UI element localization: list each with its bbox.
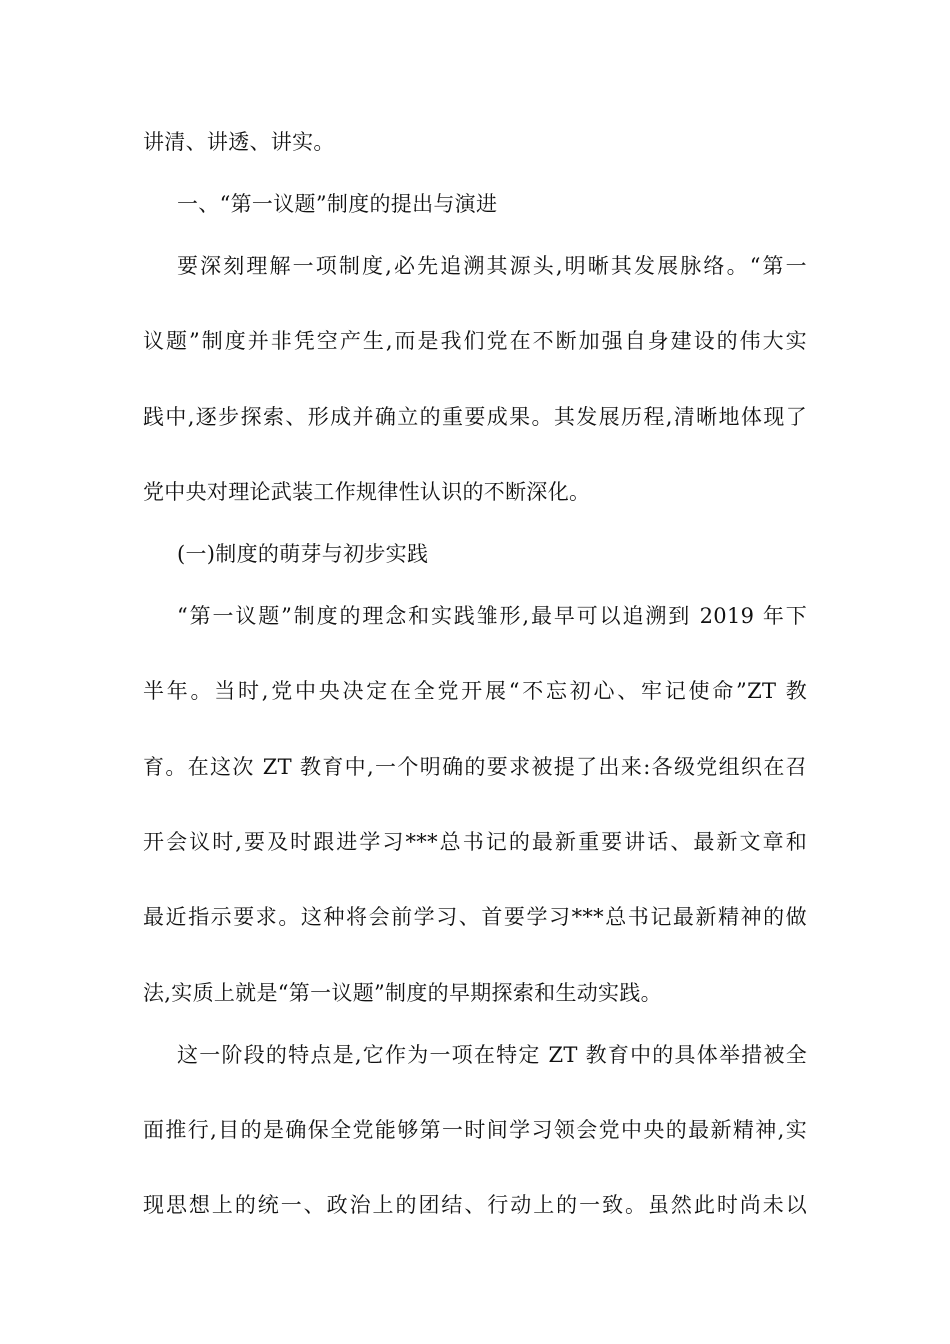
paragraph-line: 要深刻理解一项制度,必先追溯其源头,明晰其发展脉络。“第一 — [177, 254, 807, 278]
paragraph-line: 党中央对理论武装工作规律性认识的不断深化。 — [143, 480, 591, 504]
paragraph-line: 践中,逐步探索、形成并确立的重要成果。其发展历程,清晰地体现了 — [143, 405, 807, 429]
paragraph-line: 开会议时,要及时跟进学习***总书记的最新重要讲话、最新文章和 — [143, 830, 807, 854]
paragraph-line: 半年。当时,党中央决定在全党开展“不忘初心、牢记使命”ZT 教 — [143, 679, 807, 703]
paragraph-line: 议题”制度并非凭空产生,而是我们党在不断加强自身建设的伟大实 — [143, 329, 807, 353]
paragraph-line: 最近指示要求。这种将会前学习、首要学习***总书记最新精神的做 — [143, 905, 807, 929]
subsection-heading: (一)制度的萌芽与初步实践 — [177, 542, 429, 566]
section-heading: 一、“第一议题”制度的提出与演进 — [177, 192, 498, 216]
paragraph-line: 讲清、讲透、讲实。 — [143, 130, 335, 154]
paragraph-line: “第一议题”制度的理念和实践雏形,最早可以追溯到 2019 年下 — [177, 604, 807, 628]
paragraph-line: 面推行,目的是确保全党能够第一时间学习领会党中央的最新精神,实 — [143, 1118, 807, 1142]
paragraph-line: 育。在这次 ZT 教育中,一个明确的要求被提了出来:各级党组织在召 — [143, 755, 807, 779]
paragraph-line: 法,实质上就是“第一议题”制度的早期探索和生动实践。 — [143, 981, 662, 1005]
paragraph-line: 这一阶段的特点是,它作为一项在特定 ZT 教育中的具体举措被全 — [177, 1043, 807, 1067]
paragraph-line: 现思想上的统一、政治上的团结、行动上的一致。虽然此时尚未以 — [143, 1193, 807, 1217]
